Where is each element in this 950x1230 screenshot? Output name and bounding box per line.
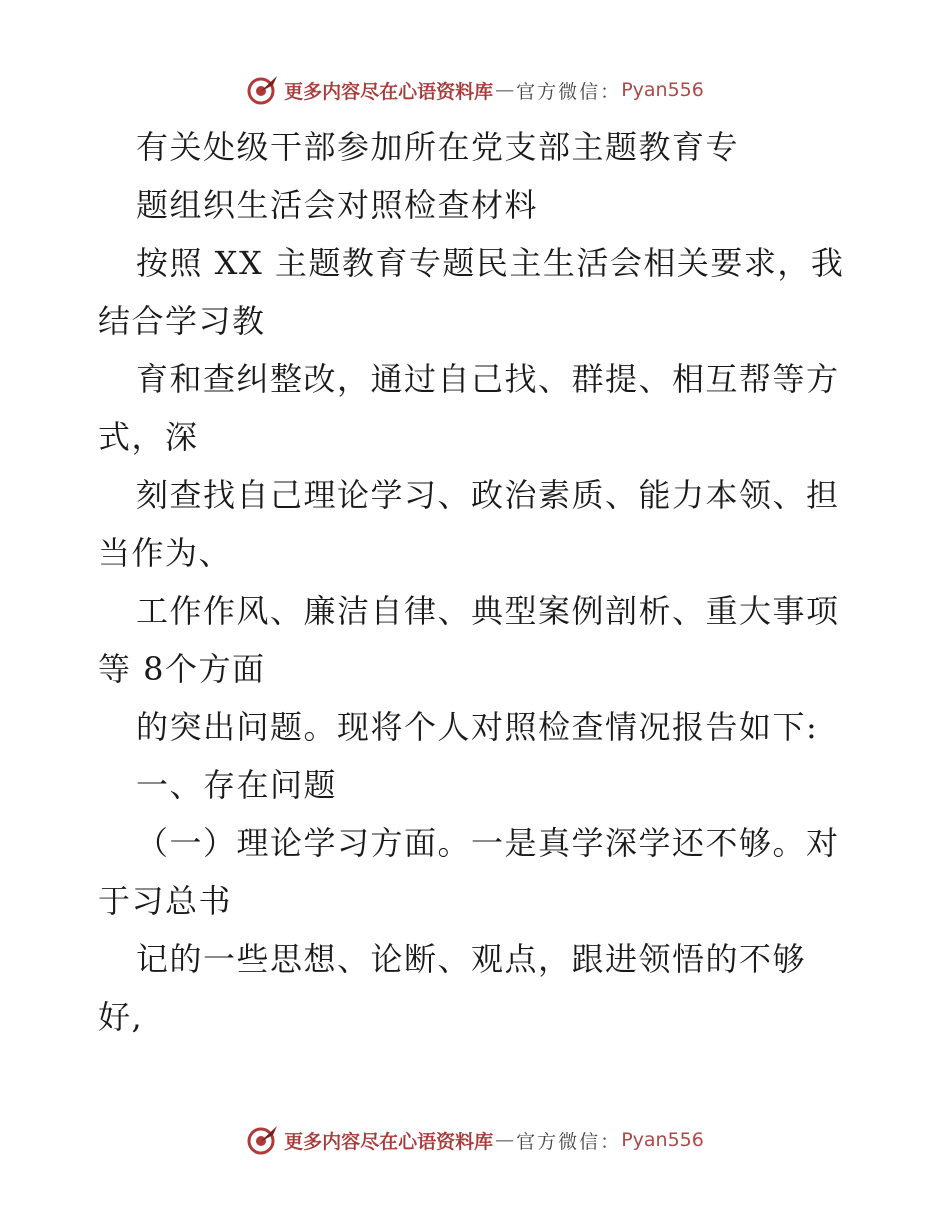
watermark-separator: —: [495, 1129, 515, 1151]
document-title-line-2: 题组织生活会对照检查材料: [136, 186, 539, 224]
quill-logo-icon: [246, 73, 280, 107]
watermark-main-text: 更多内容尽在心语资料库: [284, 80, 494, 103]
text-line: 结合学习教: [98, 302, 266, 340]
text-line: 育和查纠整改，通过自己找、群提、相互帮等方: [136, 360, 840, 398]
watermark-wechat-id: Pyan556: [621, 1129, 704, 1151]
watermark-header: [0, 70, 950, 110]
document-body: [98, 118, 858, 1046]
watermark-footer: [0, 1120, 950, 1160]
watermark-sub-text: 官方微信：: [516, 80, 622, 103]
watermark-sub-text: 官方微信：: [516, 1130, 622, 1153]
watermark-wechat-id: Pyan556: [621, 79, 704, 101]
document-title-line-1: 有关处级干部参加所在党支部主题教育专: [136, 128, 740, 166]
text-line: 的突出问题。现将个人对照检查情况报告如下:: [136, 708, 819, 746]
watermark-separator: —: [495, 79, 515, 101]
text-line: 于习总书: [98, 882, 233, 920]
subsection-line: （一）理论学习方面。一是真学深学还不够。对: [136, 824, 840, 862]
text-line: 工作作风、廉洁自律、典型案例剖析、重大事项: [136, 592, 840, 630]
section-heading: 一、存在问题: [136, 766, 338, 804]
text-line: 等 8个方面: [98, 650, 266, 688]
text-line: 刻查找自己理论学习、政治素质、能力本领、担: [136, 476, 840, 514]
text-line: 好,: [98, 998, 144, 1036]
watermark-main-text: 更多内容尽在心语资料库: [284, 1130, 494, 1153]
text-line: 当作为、: [98, 534, 233, 572]
quill-logo-icon: [246, 1123, 280, 1157]
text-line: 按照 XX 主题教育专题民主生活会相关要求，我: [136, 244, 845, 282]
text-line: 式，深: [98, 418, 199, 456]
text-line: 记的一些思想、论断、观点，跟进领悟的不够: [136, 940, 807, 978]
